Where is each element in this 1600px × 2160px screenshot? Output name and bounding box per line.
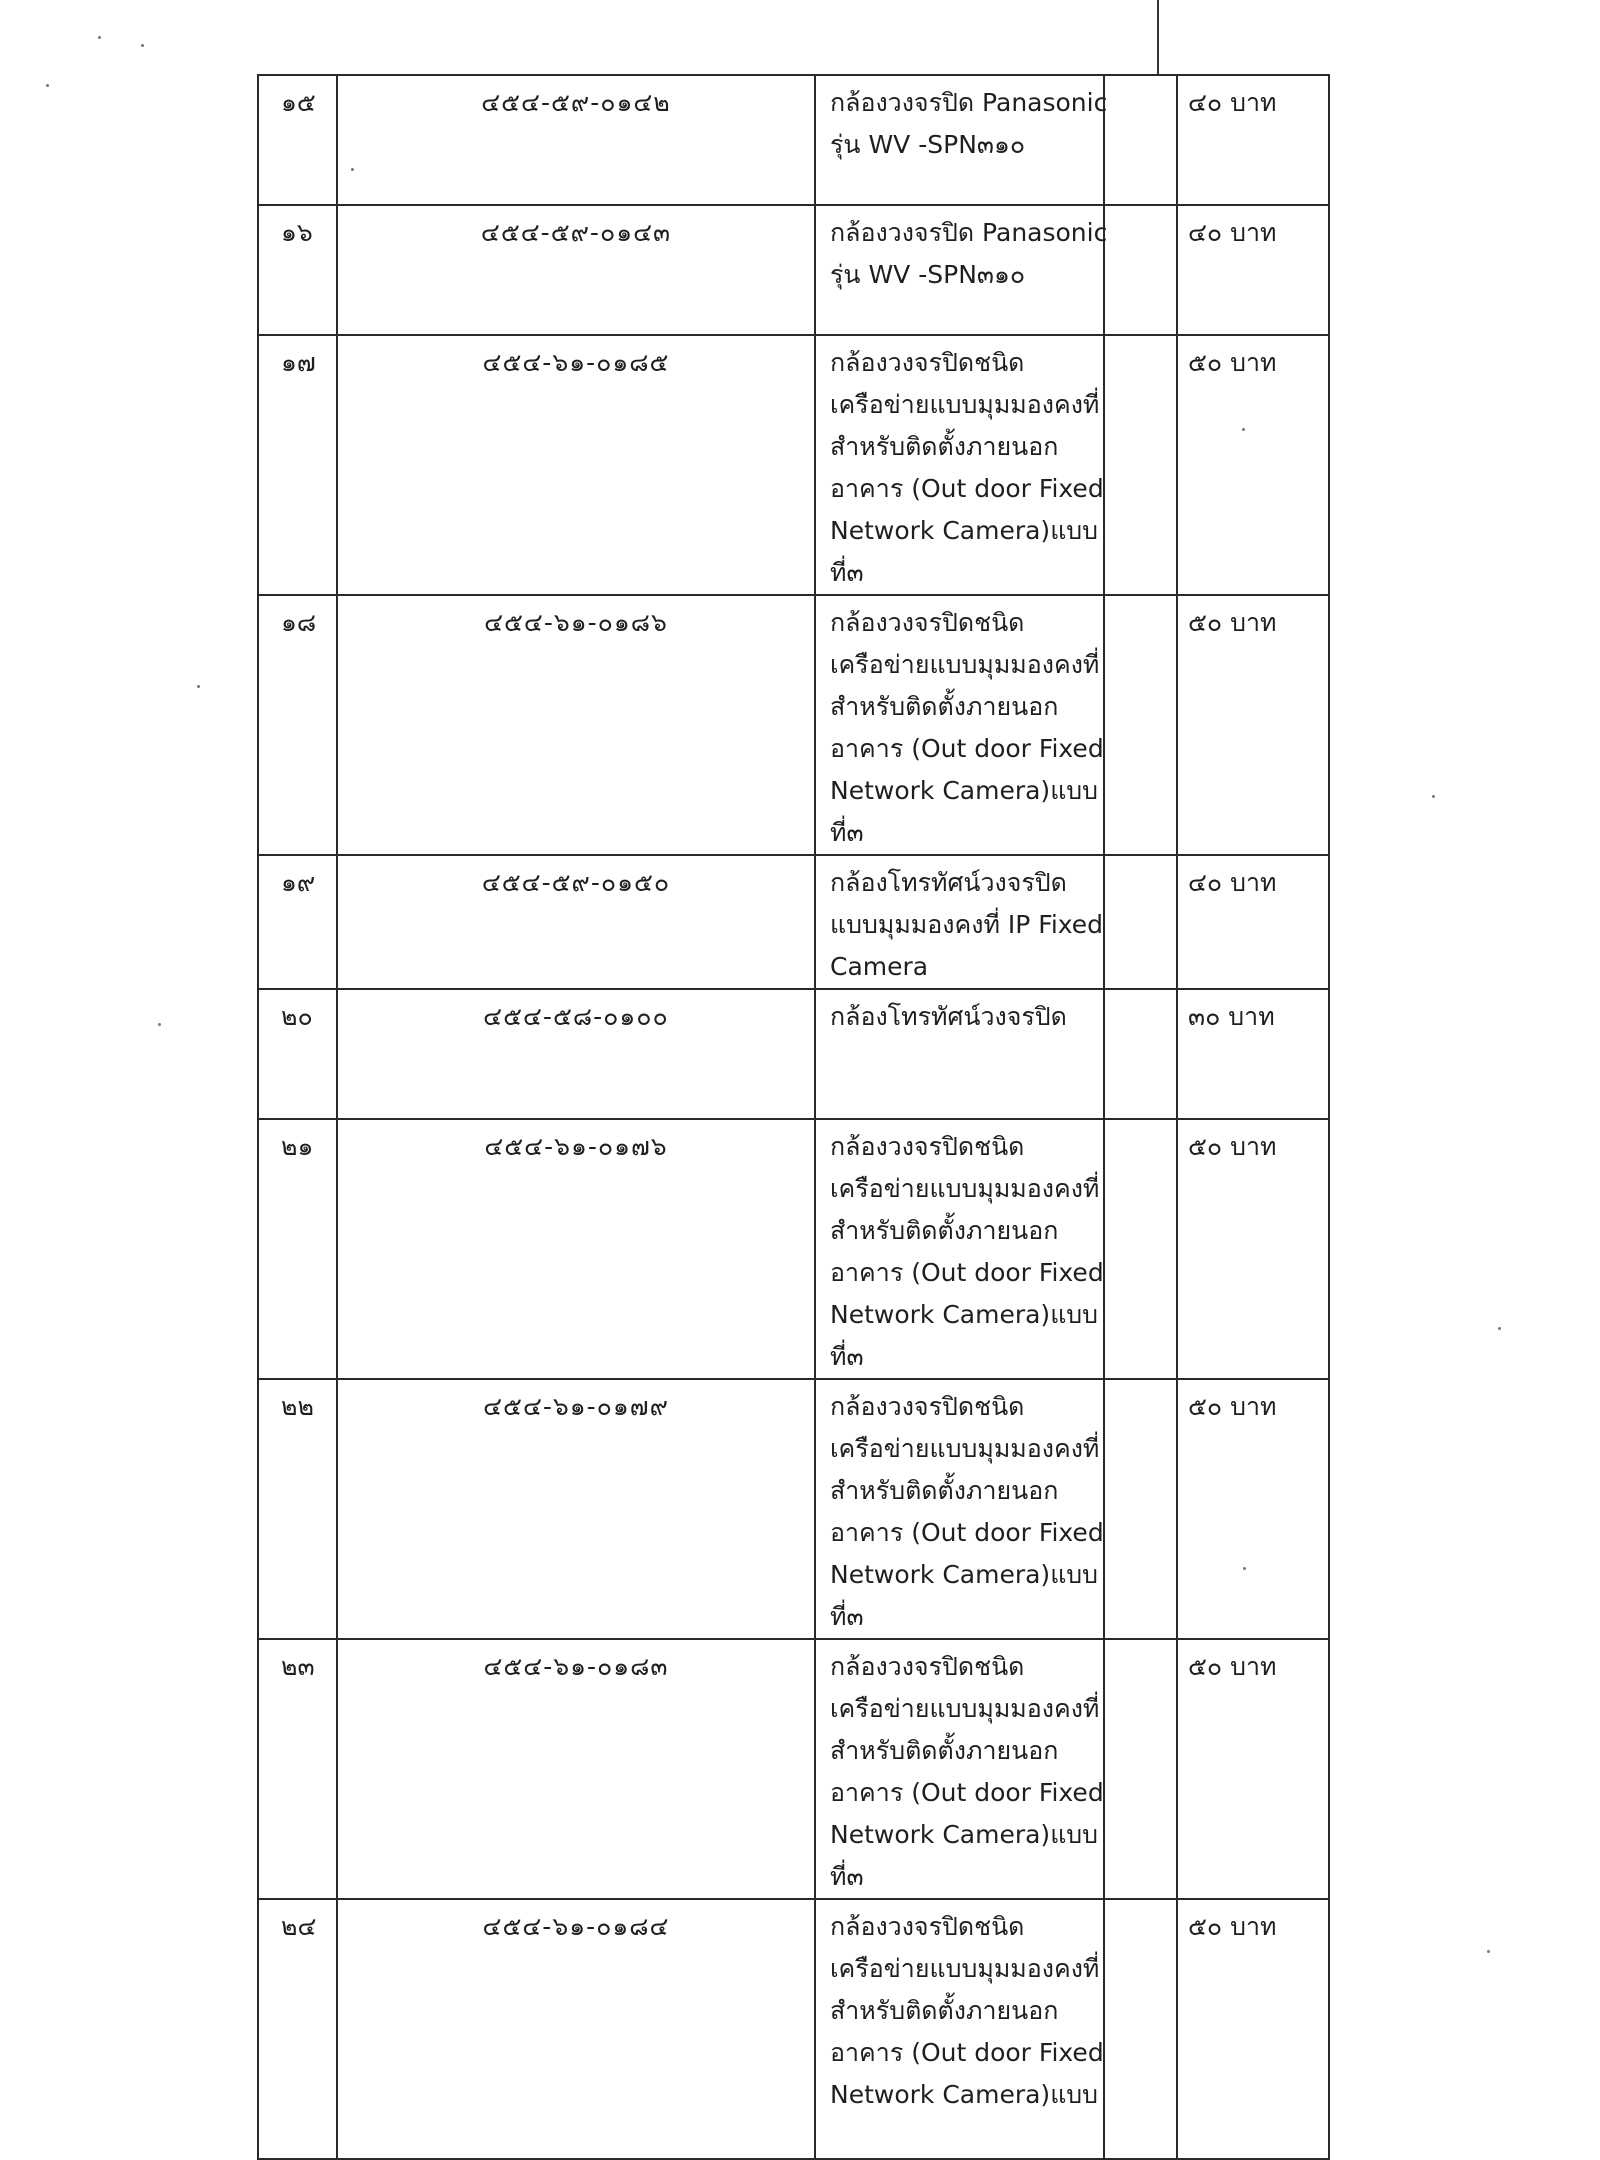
description-line: ที่๓ xyxy=(830,558,864,587)
item-number: ๑๘ xyxy=(258,595,337,855)
description-line: อาคาร (Out door Fixed xyxy=(830,2038,1104,2067)
price: ๕๐ บาท xyxy=(1177,335,1329,595)
asset-code: ๔๕๔-๕๘-๐๑๐๐ xyxy=(337,989,815,1119)
blank-cell xyxy=(1104,75,1177,205)
asset-table xyxy=(257,74,1330,2160)
description-line: สำหรับติดตั้งภายนอก xyxy=(830,1216,1059,1245)
table-row xyxy=(258,335,1329,595)
blank-cell xyxy=(1104,595,1177,855)
asset-code: ๔๕๔-๖๑-๐๑๘๔ xyxy=(337,1899,815,2159)
description-line: กล้องวงจรปิด Panasonic xyxy=(830,218,1108,247)
table-row xyxy=(258,1379,1329,1639)
description-line: ที่๓ xyxy=(830,1862,864,1891)
description-line: กล้องวงจรปิดชนิด xyxy=(830,1912,1025,1941)
table-row xyxy=(258,1119,1329,1379)
item-description xyxy=(815,855,1104,989)
item-description xyxy=(815,1639,1104,1899)
item-description xyxy=(815,205,1108,335)
description-line: เครือข่ายแบบมุมมองคงที่ xyxy=(830,1694,1100,1723)
item-number: ๒๑ xyxy=(258,1119,337,1379)
blank-cell xyxy=(1104,1639,1177,1899)
description-line: กล้องวงจรปิดชนิด xyxy=(830,1392,1025,1421)
blank-cell xyxy=(1104,1899,1177,2159)
blank-cell xyxy=(1104,205,1177,335)
price: ๔๐ บาท xyxy=(1177,75,1329,205)
description-line: กล้องวงจรปิดชนิด xyxy=(830,1132,1025,1161)
description-line: กล้องวงจรปิดชนิด xyxy=(830,1652,1025,1681)
price: ๔๐ บาท xyxy=(1177,855,1329,989)
description-line: สำหรับติดตั้งภายนอก xyxy=(830,1476,1059,1505)
asset-code: ๔๕๔-๖๑-๐๑๘๓ xyxy=(337,1639,815,1899)
price: ๓๐ บาท xyxy=(1177,989,1329,1119)
price: ๕๐ บาท xyxy=(1177,1899,1329,2159)
item-number: ๑๕ xyxy=(258,75,337,205)
blank-cell xyxy=(1104,1379,1177,1639)
description-line: รุ่น WV -SPN๓๑๐ xyxy=(830,130,1026,159)
description-line: อาคาร (Out door Fixed xyxy=(830,1518,1104,1547)
description-line: ที่๓ xyxy=(830,1602,864,1631)
description-line: รุ่น WV -SPN๓๑๐ xyxy=(830,260,1026,289)
blank-cell xyxy=(1104,1119,1177,1379)
item-description xyxy=(815,335,1104,595)
blank-cell xyxy=(1104,989,1177,1119)
item-description xyxy=(815,1119,1104,1379)
description-line: Network Camera)แบบ xyxy=(830,2080,1099,2109)
item-number: ๒๒ xyxy=(258,1379,337,1639)
item-number: ๑๙ xyxy=(258,855,337,989)
table-row xyxy=(258,1899,1329,2159)
column-rule-top xyxy=(1157,0,1159,76)
price: ๕๐ บาท xyxy=(1177,1379,1329,1639)
description-line: สำหรับติดตั้งภายนอก xyxy=(830,1996,1059,2025)
item-number: ๒๐ xyxy=(258,989,337,1119)
description-line: สำหรับติดตั้งภายนอก xyxy=(830,692,1059,721)
description-line: อาคาร (Out door Fixed xyxy=(830,734,1104,763)
description-line: สำหรับติดตั้งภายนอก xyxy=(830,432,1059,461)
table-row xyxy=(258,595,1329,855)
item-number: ๒๓ xyxy=(258,1639,337,1899)
asset-code: ๔๕๔-๕๙-๐๑๕๐ xyxy=(337,855,815,989)
description-line: Camera xyxy=(830,952,929,981)
table-row xyxy=(258,205,1329,335)
item-number: ๒๔ xyxy=(258,1899,337,2159)
table-row xyxy=(258,989,1329,1119)
description-line: เครือข่ายแบบมุมมองคงที่ xyxy=(830,650,1100,679)
description-line: Network Camera)แบบ xyxy=(830,1300,1099,1329)
description-line: สำหรับติดตั้งภายนอก xyxy=(830,1736,1059,1765)
asset-table-body xyxy=(258,75,1329,2159)
asset-code: ๔๕๔-๕๙-๐๑๔๒ xyxy=(337,75,815,205)
price: ๕๐ บาท xyxy=(1177,595,1329,855)
item-description xyxy=(815,75,1108,205)
item-description xyxy=(815,595,1104,855)
description-line: Network Camera)แบบ xyxy=(830,776,1099,805)
description-line: อาคาร (Out door Fixed xyxy=(830,1778,1104,1807)
description-line: กล้องวงจรปิดชนิด xyxy=(830,348,1025,377)
table-row xyxy=(258,1639,1329,1899)
asset-code: ๔๕๔-๖๑-๐๑๗๙ xyxy=(337,1379,815,1639)
asset-code: ๔๕๔-๖๑-๐๑๘๖ xyxy=(337,595,815,855)
price: ๕๐ บาท xyxy=(1177,1119,1329,1379)
description-line: เครือข่ายแบบมุมมองคงที่ xyxy=(830,1434,1100,1463)
description-line: เครือข่ายแบบมุมมองคงที่ xyxy=(830,390,1100,419)
item-description xyxy=(815,1379,1104,1639)
item-description xyxy=(815,1899,1104,2159)
description-line: กล้องวงจรปิดชนิด xyxy=(830,608,1025,637)
description-line: กล้องวงจรปิด Panasonic xyxy=(830,88,1108,117)
description-line: Network Camera)แบบ xyxy=(830,1820,1099,1849)
table-row xyxy=(258,855,1329,989)
price: ๕๐ บาท xyxy=(1177,1639,1329,1899)
table-row xyxy=(258,75,1329,205)
item-description xyxy=(815,989,1104,1119)
description-line: กล้องโทรทัศน์วงจรปิด xyxy=(830,868,1067,897)
blank-cell xyxy=(1104,855,1177,989)
description-line: เครือข่ายแบบมุมมองคงที่ xyxy=(830,1174,1100,1203)
description-line: เครือข่ายแบบมุมมองคงที่ xyxy=(830,1954,1100,1983)
description-line: Network Camera)แบบ xyxy=(830,1560,1099,1589)
description-line: Network Camera)แบบ xyxy=(830,516,1099,545)
item-number: ๑๗ xyxy=(258,335,337,595)
item-number: ๑๖ xyxy=(258,205,337,335)
description-line: กล้องโทรทัศน์วงจรปิด xyxy=(830,1002,1067,1031)
blank-cell xyxy=(1104,335,1177,595)
description-line: ที่๓ xyxy=(830,818,864,847)
description-line: ที่๓ xyxy=(830,1342,864,1371)
price: ๔๐ บาท xyxy=(1177,205,1329,335)
description-line: อาคาร (Out door Fixed xyxy=(830,474,1104,503)
description-line: แบบมุมมองคงที่ IP Fixed xyxy=(830,910,1104,939)
asset-code: ๔๕๔-๖๑-๐๑๗๖ xyxy=(337,1119,815,1379)
description-line: อาคาร (Out door Fixed xyxy=(830,1258,1104,1287)
asset-code: ๔๕๔-๖๑-๐๑๘๕ xyxy=(337,335,815,595)
asset-code: ๔๕๔-๕๙-๐๑๔๓ xyxy=(337,205,815,335)
